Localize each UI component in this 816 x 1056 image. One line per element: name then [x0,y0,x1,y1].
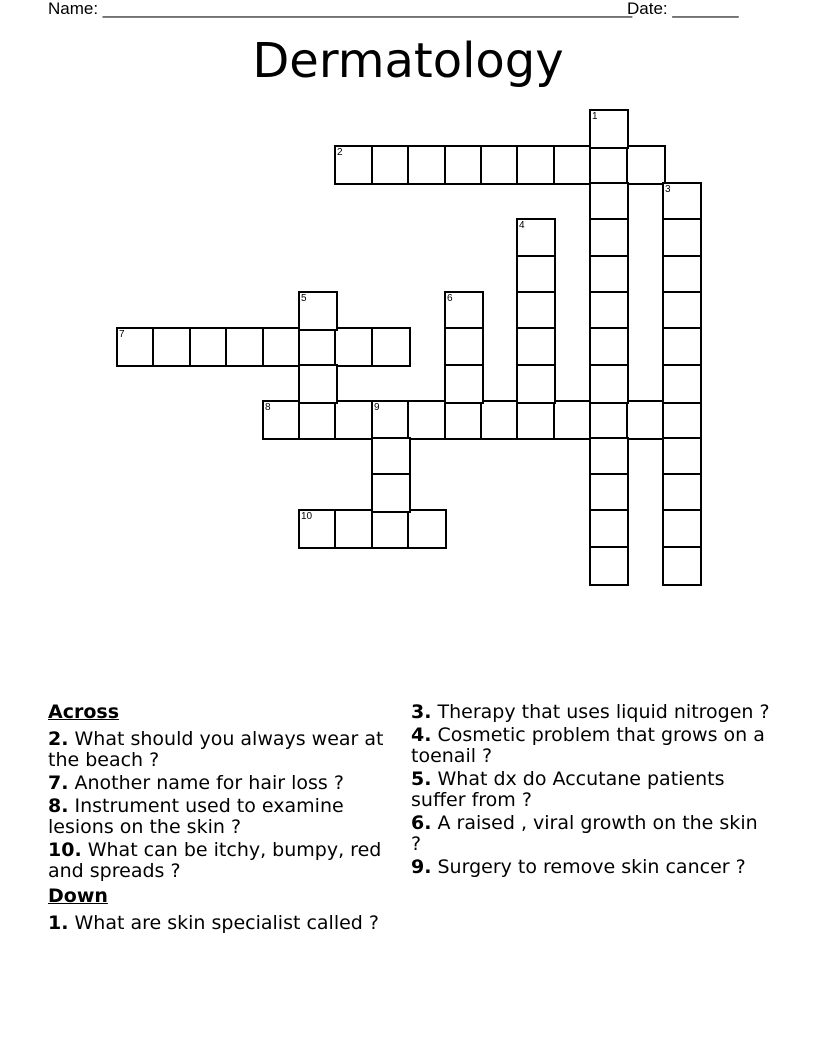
page-title: Dermatology [252,33,564,89]
crossword-cell[interactable] [589,437,629,477]
crossword-cell[interactable] [262,400,302,440]
clue-number: 4. [411,724,432,746]
crossword-cell[interactable] [334,509,374,549]
crossword-cell[interactable] [589,145,629,185]
cell-number: 9 [374,402,380,413]
crossword-cell[interactable] [553,400,593,440]
crossword-cell[interactable] [444,364,484,404]
down-clue [48,913,393,934]
clue-text: Cosmetic problem that grows on a toenail ? [411,724,765,767]
clue-number: 9. [411,856,432,878]
clue-number: 10. [48,839,82,861]
crossword-cell[interactable] [407,400,447,440]
clue-number: 5. [411,768,432,790]
crossword-cell[interactable] [444,291,484,331]
crossword-cell[interactable] [662,182,702,222]
date-field-label: Date: _______ [627,0,739,18]
cell-number: 1 [592,111,598,122]
crossword-cell[interactable] [589,109,629,149]
crossword-cell[interactable] [662,291,702,331]
crossword-cell[interactable] [589,400,629,440]
crossword-cell[interactable] [662,327,702,367]
down-clue [411,702,771,723]
cell-number: 3 [665,184,671,195]
crossword-cell[interactable] [371,509,411,549]
across-clue [48,729,393,771]
crossword-cell[interactable] [298,400,338,440]
crossword-cell[interactable] [407,509,447,549]
crossword-cell[interactable] [662,437,702,477]
down-clue [411,725,771,767]
down-heading: Down [48,885,108,907]
crossword-cell[interactable] [662,546,702,586]
crossword-cell[interactable] [589,364,629,404]
clue-number: 8. [48,795,69,817]
crossword-cell[interactable] [516,255,556,295]
crossword-cell[interactable] [298,291,338,331]
crossword-cell[interactable] [662,255,702,295]
clue-number: 1. [48,912,69,934]
crossword-cell[interactable] [516,327,556,367]
cell-number: 8 [265,402,271,413]
crossword-cell[interactable] [662,218,702,258]
clue-text: What should you always wear at the beach ? [48,728,384,771]
cell-number: 4 [519,220,525,231]
crossword-cell[interactable] [371,145,411,185]
crossword-cell[interactable] [516,218,556,258]
crossword-cell[interactable] [334,400,374,440]
down-clue [411,857,771,878]
clue-text: A raised , viral growth on the skin ? [411,812,758,855]
crossword-cell[interactable] [480,145,520,185]
crossword-cell[interactable] [516,400,556,440]
crossword-cell[interactable] [516,291,556,331]
crossword-cell[interactable] [152,327,192,367]
crossword-cell[interactable] [444,327,484,367]
across-heading: Across [48,701,120,723]
clue-text: What can be itchy, bumpy, red and spreads ? [48,839,382,882]
crossword-cell[interactable] [626,145,666,185]
crossword-cell[interactable] [553,145,593,185]
clues-right-column [411,702,771,880]
down-clue [411,769,771,811]
cell-number: 6 [447,293,453,304]
clue-number: 2. [48,728,69,750]
crossword-cell[interactable] [516,145,556,185]
crossword-cell[interactable] [334,145,374,185]
crossword-cell[interactable] [371,473,411,513]
crossword-cell[interactable] [298,364,338,404]
crossword-cell[interactable] [589,546,629,586]
cell-number: 5 [301,293,307,304]
clue-number: 7. [48,772,69,794]
crossword-cell[interactable] [225,327,265,367]
crossword-cell[interactable] [444,145,484,185]
cell-number: 10 [301,511,313,522]
crossword-cell[interactable] [662,364,702,404]
crossword-cell[interactable] [334,327,374,367]
clue-text: Therapy that uses liquid nitrogen ? [437,701,770,723]
crossword-cell[interactable] [589,509,629,549]
crossword-cell[interactable] [298,327,338,367]
clues-left-column [48,702,393,936]
across-clue [48,840,393,882]
crossword-cell[interactable] [626,400,666,440]
crossword-cell[interactable] [189,327,229,367]
crossword-cell[interactable] [480,400,520,440]
crossword-cell[interactable] [589,473,629,513]
crossword-cell[interactable] [589,218,629,258]
crossword-cell[interactable] [662,473,702,513]
crossword-cell[interactable] [444,400,484,440]
clue-text: Another name for hair loss ? [74,772,344,794]
clue-text: What dx do Accutane patients suffer from ? [411,768,725,811]
crossword-cell[interactable] [662,400,702,440]
clue-number: 3. [411,701,432,723]
clue-text: Instrument used to examine lesions on the skin ? [48,795,344,838]
crossword-cell[interactable] [589,255,629,295]
name-field-label: Name: ________________________________________________________ [48,0,633,18]
crossword-cell[interactable] [371,327,411,367]
crossword-cell[interactable] [371,437,411,477]
crossword-cell[interactable] [662,509,702,549]
clue-text: Surgery to remove skin cancer ? [437,856,746,878]
crossword-cell[interactable] [589,291,629,331]
crossword-cell[interactable] [298,509,338,549]
crossword-cell[interactable] [407,145,447,185]
clue-text: What are skin specialist called ? [74,912,379,934]
crossword-cell[interactable] [262,327,302,367]
clue-number: 6. [411,812,432,834]
crossword-cell[interactable] [589,182,629,222]
crossword-cell[interactable] [516,364,556,404]
cell-number: 7 [119,329,125,340]
crossword-cell[interactable] [589,327,629,367]
down-clue [411,813,771,855]
across-clue [48,773,393,794]
cell-number: 2 [337,147,343,158]
crossword-cell[interactable] [116,327,156,367]
across-clue [48,796,393,838]
crossword-cell[interactable] [371,400,411,440]
